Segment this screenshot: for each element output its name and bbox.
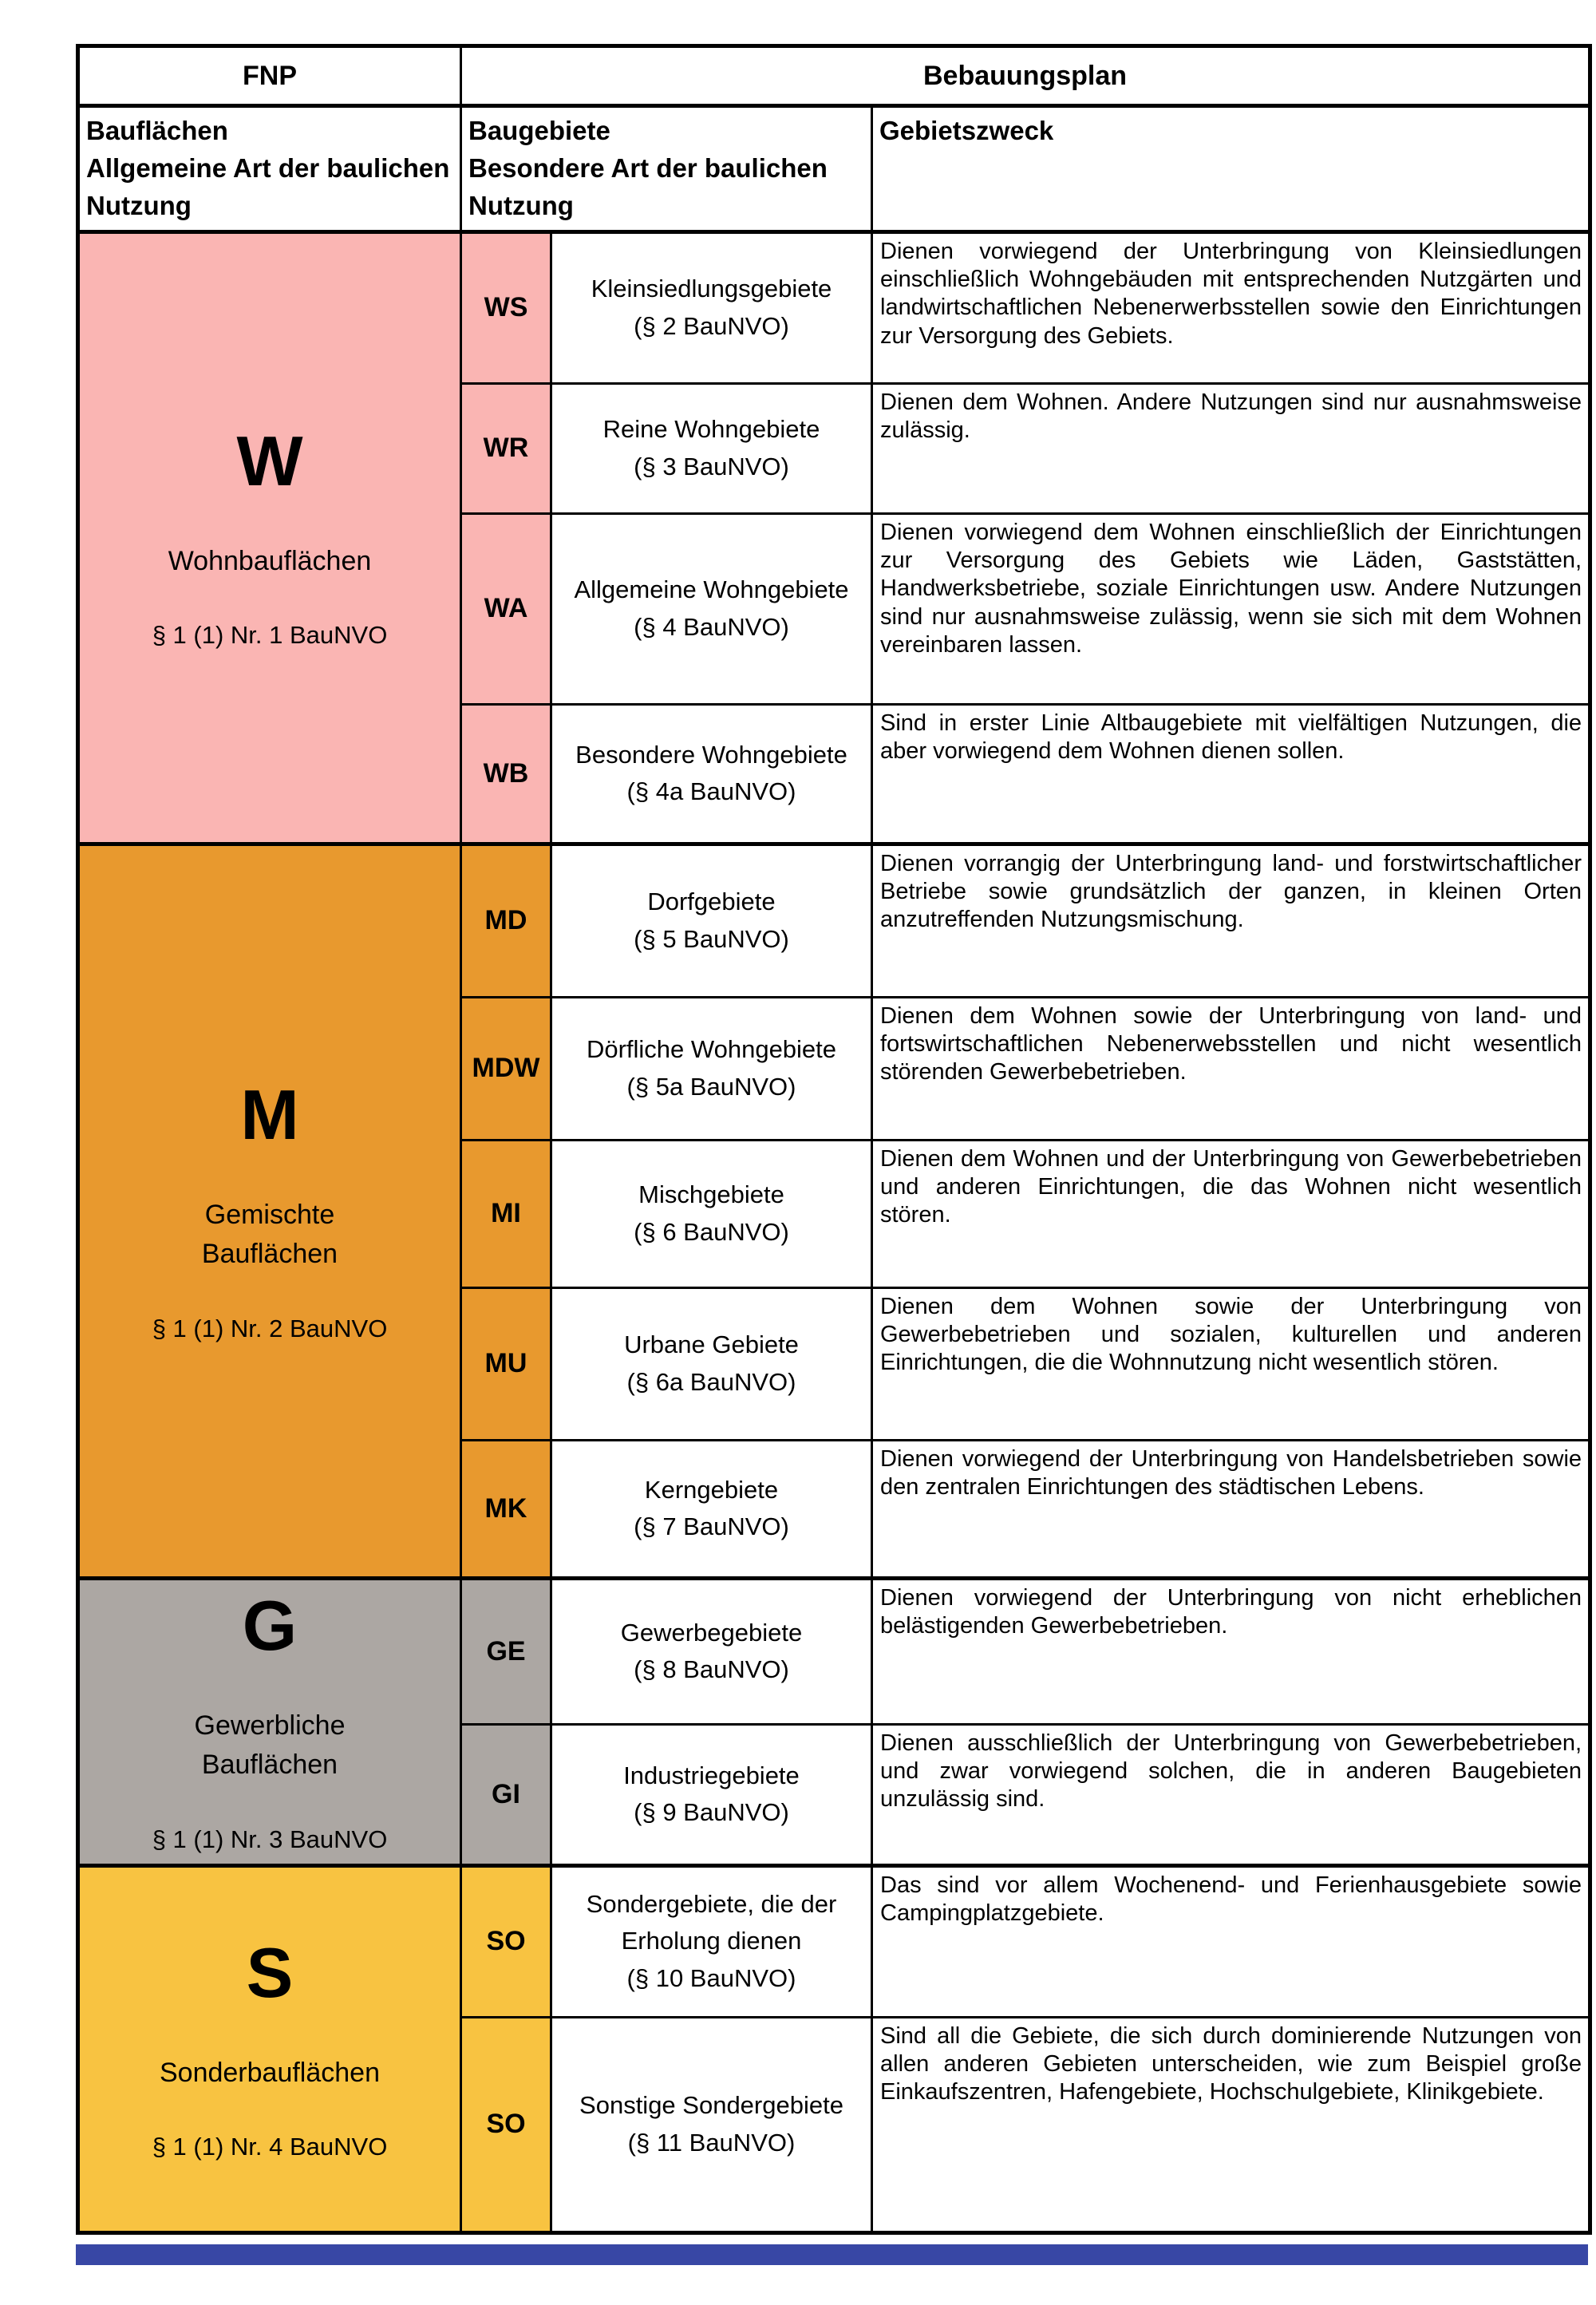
fnp-header-cell: FNP — [78, 46, 461, 106]
bauflaechen-baugebiete-table — [76, 44, 1592, 2235]
code-cell-gi: GI — [461, 1724, 551, 1865]
district-cell — [551, 231, 872, 383]
district-cell — [551, 1578, 872, 1724]
column-header-line: Baugebiete — [468, 116, 610, 145]
code-cell-wa: WA — [461, 513, 551, 704]
table-row — [78, 844, 1590, 997]
group-cell-w — [78, 231, 461, 844]
table-row — [78, 231, 1590, 383]
purpose-cell: Sind all die Gebiete, die sich durch dominierende Nutzungen von allen anderen Gebieten unterscheiden, wie zum Beispiel große Einkaufszentren, Hafengebiete, Hochschulgebiete, Klinikgebiete. — [872, 2017, 1590, 2232]
purpose-cell: Dienen dem Wohnen. Andere Nutzungen sind nur ausnahmsweise zulässig. — [872, 383, 1590, 513]
district-name: Industriegebiete — [623, 1761, 800, 1789]
group-law: § 1 (1) Nr. 1 BauNVO — [152, 621, 388, 650]
group-letter: S — [246, 1932, 294, 2012]
district-cell — [551, 844, 872, 997]
district-name: Allgemeine Wohngebiete — [574, 575, 849, 604]
group-content — [80, 1077, 460, 1345]
code-cell-mdw: MDW — [461, 997, 551, 1140]
district-name: Urbane Gebiete — [624, 1330, 799, 1359]
group-name: Gewerbliche Bauflächen — [194, 1710, 346, 1781]
purpose-cell: Dienen dem Wohnen sowie der Unterbringung von Gewerbebetrieben und sozialen, kulturellen und anderen Einrichtungen, die die Wohnnutzung nicht wesentlich stören. — [872, 1287, 1590, 1440]
district-cell — [551, 383, 872, 513]
group-letter: M — [240, 1075, 299, 1155]
district-name: Reine Wohngebiete — [602, 415, 820, 444]
purpose-cell: Das sind vor allem Wochenend- und Ferienhausgebiete sowie Campingplatzgebiete. — [872, 1865, 1590, 2017]
purpose-cell: Sind in erster Linie Altbaugebiete mit vielfältigen Nutzungen, die aber vorwiegend dem Wohnen dienen sollen. — [872, 704, 1590, 844]
group-content — [80, 1587, 460, 1856]
district-cell — [551, 513, 872, 704]
baugebiete-column-header — [461, 106, 872, 232]
table-header-row-2 — [78, 106, 1590, 232]
code-cell-mi: MI — [461, 1140, 551, 1287]
purpose-cell: Dienen dem Wohnen sowie der Unterbringung von land- und fortswirtschaftlichen Nebenerwebsstellen und nicht wesentlich störenden Gewerbebetrieben. — [872, 997, 1590, 1140]
code-cell-so-sonstige: SO — [461, 2017, 551, 2232]
code-cell-ge: GE — [461, 1578, 551, 1724]
group-cell-g — [78, 1578, 461, 1865]
table-header-row-1 — [78, 46, 1590, 106]
district-name: Dorfgebiete — [647, 888, 776, 916]
district-law: (§ 6a BauNVO) — [626, 1367, 796, 1396]
group-content — [80, 423, 460, 651]
group-letter: W — [236, 421, 303, 501]
district-cell — [551, 2017, 872, 2232]
purpose-cell: Dienen vorwiegend der Unterbringung von Kleinsiedlungen einschließlich Wohngebäuden mit entsprechenden Nutzgärten und landwirtschaftlichen Nebenerwerbsstellen sowie den Einrichtungen zur Versorgung des Gebiets. — [872, 231, 1590, 383]
group-law: § 1 (1) Nr. 4 BauNVO — [152, 2132, 388, 2161]
district-name: Sondergebiete, die der Erholung dienen — [586, 1889, 837, 1955]
code-cell-ws: WS — [461, 231, 551, 383]
district-law: (§ 5a BauNVO) — [626, 1072, 796, 1101]
group-content — [80, 1932, 460, 2163]
district-law: (§ 10 BauNVO) — [626, 1963, 796, 1992]
group-name: Wohnbauflächen — [168, 546, 372, 577]
group-law: § 1 (1) Nr. 2 BauNVO — [152, 1314, 388, 1342]
district-name: Kerngebiete — [644, 1475, 779, 1504]
purpose-cell: Dienen vorwiegend dem Wohnen einschließlich der Einrichtungen zur Versorgung des Gebiets wie Läden, Gaststätten, Handwerksbetriebe, soziale Einrichtungen usw. Andere Nutzungen sind nur ausnahmsweise zulässig, wenn sie sich mit dem Wohnen vereinbaren lassen. — [872, 513, 1590, 704]
code-cell-md: MD — [461, 844, 551, 997]
code-cell-so-erholung: SO — [461, 1865, 551, 2017]
code-cell-mu: MU — [461, 1287, 551, 1440]
group-cell-m — [78, 844, 461, 1578]
footer-accent-bar — [76, 2244, 1588, 2265]
district-cell — [551, 1287, 872, 1440]
district-name: Besondere Wohngebiete — [575, 740, 847, 769]
district-law: (§ 9 BauNVO) — [634, 1798, 789, 1827]
group-cell-s — [78, 1865, 461, 2232]
district-cell — [551, 1865, 872, 2017]
district-name: Dörfliche Wohngebiete — [586, 1035, 837, 1064]
purpose-cell: Dienen ausschließlich der Unterbringung von Gewerbebetrieben, und zwar vorwiegend solchen, die in anderen Baugebieten unzulässig sind. — [872, 1724, 1590, 1865]
district-law: (§ 6 BauNVO) — [634, 1217, 789, 1246]
district-law: (§ 4 BauNVO) — [634, 612, 789, 641]
column-header-line: Besondere Art der baulichen Nutzung — [468, 152, 828, 220]
purpose-cell: Dienen vorwiegend der Unterbringung von nicht erheblichen belästigenden Gewerbebetrieben. — [872, 1578, 1590, 1724]
district-law: (§ 5 BauNVO) — [634, 924, 789, 953]
district-cell — [551, 1724, 872, 1865]
group-name: Gemischte Bauflächen — [201, 1200, 338, 1270]
group-law: § 1 (1) Nr. 3 BauNVO — [152, 1825, 388, 1853]
code-cell-mk: MK — [461, 1440, 551, 1578]
gebietszweck-column-header: Gebietszweck — [872, 106, 1590, 232]
district-name: Kleinsiedlungsgebiete — [591, 275, 832, 303]
district-cell — [551, 704, 872, 844]
group-name: Sonderbauflächen — [159, 2057, 380, 2088]
district-law: (§ 2 BauNVO) — [634, 311, 789, 340]
district-law: (§ 4a BauNVO) — [626, 777, 796, 806]
district-cell — [551, 1440, 872, 1578]
code-cell-wr: WR — [461, 383, 551, 513]
district-law: (§ 11 BauNVO) — [627, 2128, 796, 2157]
document-page — [0, 44, 1596, 2305]
district-law: (§ 8 BauNVO) — [634, 1655, 789, 1684]
district-cell — [551, 1140, 872, 1287]
group-letter: G — [242, 1586, 298, 1666]
table-row — [78, 1865, 1590, 2017]
district-name: Gewerbegebiete — [620, 1618, 803, 1647]
code-cell-wb: WB — [461, 704, 551, 844]
purpose-cell: Dienen vorrangig der Unterbringung land- und forstwirtschaftlicher Betriebe sowie grundsätzlich der ganzen, in kleinen Orten anzutreffenden Nutzungsmischung. — [872, 844, 1590, 997]
district-cell — [551, 997, 872, 1140]
column-header-line: Allgemeine Art der baulichen Nutzung — [86, 152, 450, 220]
table-row — [78, 1578, 1590, 1724]
purpose-cell: Dienen vorwiegend der Unterbringung von Handelsbetrieben sowie den zentralen Einrichtungen des städtischen Lebens. — [872, 1440, 1590, 1578]
purpose-cell: Dienen dem Wohnen und der Unterbringung von Gewerbebetrieben und anderen Einrichtungen, die das Wohnen nicht wesentlich stören. — [872, 1140, 1590, 1287]
bebauungsplan-header-cell: Bebauungsplan — [461, 46, 1590, 106]
district-law: (§ 3 BauNVO) — [634, 452, 789, 480]
bauflaechen-column-header — [78, 106, 461, 232]
column-header-line: Bauflächen — [86, 116, 228, 145]
district-law: (§ 7 BauNVO) — [634, 1512, 789, 1541]
district-name: Mischgebiete — [638, 1180, 784, 1209]
district-name: Sonstige Sondergebiete — [579, 2091, 843, 2120]
